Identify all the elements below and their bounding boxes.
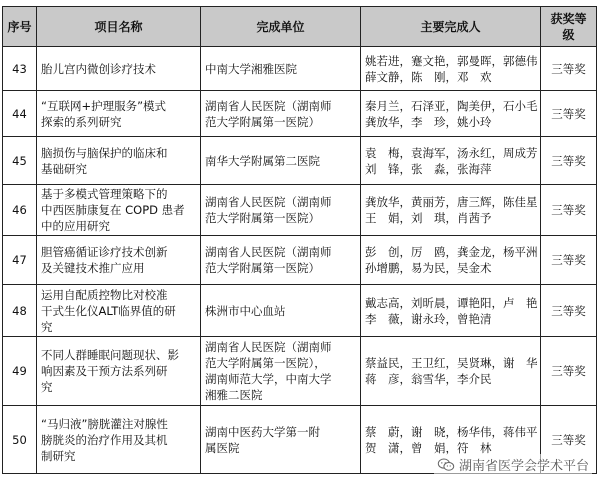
header-unit: 完成单位 — [201, 7, 361, 47]
cell-award: 三等奖 — [541, 47, 597, 91]
cell-project-line: 及关键技术推广应用 — [41, 261, 145, 275]
cell-award: 三等奖 — [541, 337, 597, 406]
cell-project-line: 膀胱炎的治疗作用及其机 — [41, 432, 168, 447]
cell-project — [37, 236, 201, 285]
cell-people-line: 蒋 彦，翁雪华，李介民 — [365, 372, 492, 386]
cell-project-line: “互联网+护理服务”模式 — [41, 98, 167, 113]
header-no: 序号 — [3, 7, 37, 47]
cell-award: 三等奖 — [541, 137, 597, 185]
cell-no: 44 — [3, 91, 37, 137]
wechat-icon — [437, 458, 455, 472]
cell-people-line: 龚放华，黄丽芳，唐三辉，陈佳星 — [365, 195, 538, 209]
cell-unit-line: 湖南省人民医院（湖南师 — [205, 245, 332, 259]
cell-unit-line: 范大学附属第一医院） — [205, 261, 320, 275]
cell-project — [37, 137, 201, 185]
cell-project-line: 基于多模式管理策略下的 — [41, 187, 168, 201]
cell-unit-line: 南华大学附属第二医院 — [205, 153, 320, 168]
cell-project-line: 胆管癌循证诊疗技术创新 — [41, 245, 168, 259]
cell-project-line: “马归液”膀胱灌注对腺性 — [41, 416, 168, 431]
watermark-text: 湖南省医学会学术平台 — [458, 459, 589, 474]
table-row — [3, 137, 597, 185]
cell-project — [37, 285, 201, 337]
cell-unit-line: 湖南师范大学，中南大学 — [205, 372, 332, 386]
cell-unit-line: 湖南省人民医院（湖南师 — [205, 98, 332, 113]
cell-unit — [201, 406, 361, 474]
table-row — [3, 236, 597, 285]
cell-project-line: 基础研究 — [41, 161, 87, 176]
cell-unit-line: 中南大学湘雅医院 — [205, 61, 297, 76]
cell-people — [361, 91, 541, 137]
cell-no: 45 — [3, 137, 37, 185]
cell-people-line: 蔡 蔚，谢 晓，杨华伟，蒋伟平 — [365, 424, 538, 439]
header-award: 获奖等级 — [541, 7, 597, 47]
cell-project-line: 干式生化仪ALT临界值的研 — [41, 303, 176, 318]
cell-unit-line: 范大学附属第一医院） — [205, 211, 320, 225]
cell-project-line: 究 — [41, 319, 53, 334]
cell-unit-line: 湘雅二医院 — [205, 388, 263, 402]
cell-unit — [201, 337, 361, 406]
cell-project-line: 中的应用研究 — [41, 219, 110, 233]
cell-no: 43 — [3, 47, 37, 91]
table-body — [3, 47, 597, 474]
cell-people-line: 彭 创，厉 鸥，龚金龙，杨平洲 — [365, 245, 538, 259]
cell-people — [361, 337, 541, 406]
cell-people-line: 戴志高，刘昕晨，谭艳阳，卢 艳 — [365, 295, 538, 310]
cell-no: 50 — [3, 406, 37, 474]
cell-project-line: 胎儿宫内微创诊疗技术 — [41, 61, 156, 76]
cell-project-line: 究 — [41, 380, 53, 394]
cell-people — [361, 236, 541, 285]
cell-project — [37, 91, 201, 137]
cell-unit-line: 株洲市中心血站 — [205, 303, 286, 318]
cell-unit-line: 范大学附属第一医院） — [205, 114, 320, 129]
table-row — [3, 91, 597, 137]
cell-unit — [201, 137, 361, 185]
cell-people-line: 龚放华，李 珍，姚小玲 — [365, 114, 492, 129]
cell-award: 三等奖 — [541, 91, 597, 137]
cell-people-line: 贺 潇，曾 娟，符 林 — [365, 440, 492, 455]
cell-project-line: 不同人群睡眠问题现状、影 — [41, 348, 179, 362]
cell-people-line: 孙增鹏，易为民，吴金术 — [365, 261, 492, 275]
awards-table — [2, 6, 597, 474]
cell-unit — [201, 47, 361, 91]
cell-people-line: 李 薇，谢永玲，曾艳清 — [365, 311, 492, 326]
cell-people-line: 秦月兰，石泽亚，陶美伊，石小毛 — [365, 98, 538, 113]
cell-people — [361, 285, 541, 337]
cell-people — [361, 185, 541, 236]
table-row — [3, 285, 597, 337]
cell-project-line: 探索的系列研究 — [41, 114, 122, 129]
cell-unit-line: 湖南中医药大学第一附 — [205, 424, 320, 439]
cell-project-line: 制研究 — [41, 448, 76, 463]
cell-unit-line: 湖南省人民医院（湖南师 — [205, 340, 332, 354]
cell-project-line: 脑损伤与脑保护的临床和 — [41, 145, 168, 160]
cell-unit-line: 范大学附属第一医院）， — [205, 356, 326, 370]
cell-people-line: 蔡益民，王卫红，吴贤琳，谢 华 — [365, 356, 538, 370]
cell-project-line: 中西医肺康复在 COPD 患者 — [41, 203, 185, 217]
cell-award: 三等奖 — [541, 285, 597, 337]
table-row — [3, 185, 597, 236]
watermark — [434, 454, 592, 475]
cell-unit-line: 属医院 — [205, 440, 240, 455]
cell-project — [37, 47, 201, 91]
cell-people-line: 薛文静，陈 刚，邓 欢 — [365, 69, 492, 84]
cell-no: 47 — [3, 236, 37, 285]
header-people: 主要完成人 — [361, 7, 541, 47]
cell-unit-line: 湖南省人民医院（湖南师 — [205, 195, 332, 209]
cell-people-line: 刘 锋，张 淼，张海萍 — [365, 161, 492, 176]
cell-project-line: 运用自配质控物比对校准 — [41, 287, 168, 302]
table-row — [3, 47, 597, 91]
cell-unit — [201, 285, 361, 337]
cell-no: 49 — [3, 337, 37, 406]
cell-award: 三等奖 — [541, 185, 597, 236]
cell-unit — [201, 185, 361, 236]
header-project: 项目名称 — [37, 7, 201, 47]
cell-award: 三等奖 — [541, 236, 597, 285]
cell-no: 46 — [3, 185, 37, 236]
cell-project — [37, 406, 201, 474]
cell-people — [361, 137, 541, 185]
table-header-row — [3, 7, 597, 47]
cell-people — [361, 47, 541, 91]
cell-people-line: 袁 梅，袁海军，汤永红，周成芳 — [365, 145, 538, 160]
cell-award: 三等奖 — [541, 406, 597, 474]
cell-project — [37, 185, 201, 236]
cell-project-line: 响因素及干预方法系列研 — [41, 364, 168, 378]
cell-people-line: 姚若进，蹇文艳，郭曼晖，郭德伟 — [365, 53, 538, 68]
cell-unit — [201, 91, 361, 137]
cell-unit — [201, 236, 361, 285]
cell-people-line: 王 娟，刘 琪，肖茜予 — [365, 211, 492, 225]
cell-no: 48 — [3, 285, 37, 337]
table-row — [3, 337, 597, 406]
cell-project — [37, 337, 201, 406]
